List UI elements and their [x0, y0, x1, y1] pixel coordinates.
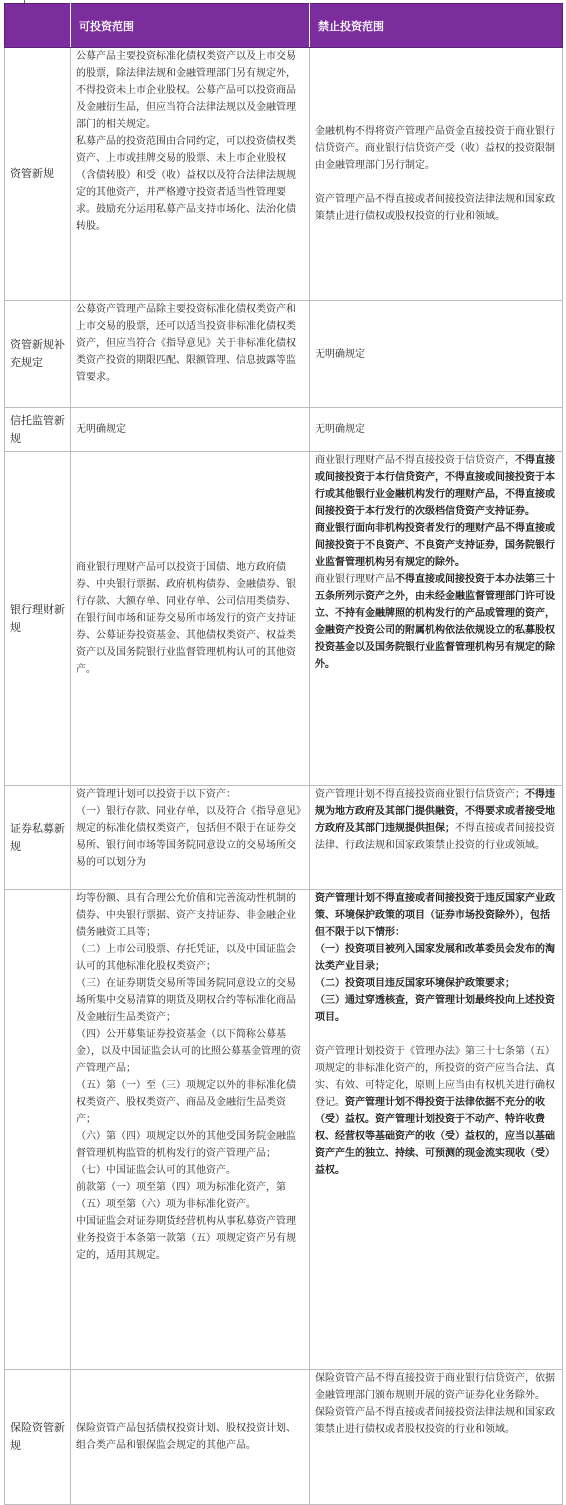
allowed-cell — [71, 301, 310, 408]
row-label: 资管新规补充规定 — [5, 301, 71, 408]
prohibited-paragraph — [315, 1043, 557, 1179]
prohibited-cell — [310, 408, 563, 452]
allowed-cell — [71, 48, 310, 301]
allowed-text: 公募产品主要投资标准化债权类资产以及上市交易的股票，除法律法规和金融管理部门另有规定外，不得投资未上市企业股权。公募产品可以投资商品及金融衍生品，但应当符合法律法规以及金融管理部门的相关规定。 私募产品的投资范围由合同约定，可以投资债权类资产、上市或挂牌交易的股票、未上市企业股权（含债转股）和受（收）益权以及符合法律法规规定的其他资产，并严格遵守投资者适当性管理要求。鼓励充分运用私募产品支持市场化、法治化债转股。 — [76, 51, 296, 232]
table-row — [5, 48, 563, 301]
header-row — [5, 4, 563, 48]
prohibited-text: 资产管理计划投资于《管理办法》第三十七条第（五）项规定的非标准化资产的，所投资的资产应当合法、真实、有效、可特定化，原则上应当由有权机关进行确权登记。 — [315, 1046, 555, 1108]
allowed-text: 商业银行理财产品可以投资于国债、地方政府债券、中央银行票据、政府机构债券、金融债券、银行存款、大额存单、同业存单、公司信用类债券、在银行间市场和证券交易所市场发行的资产支持证券、公募证券投资基金、其他债权类资产、权益类资产以及国务院银行业监督管理机构认可的其他资产。 — [76, 562, 296, 675]
prohibited-cell — [310, 1370, 563, 1505]
allowed-text: 保险资管产品包括债权投资计划、股权投资计划、组合类产品和银保监会规定的其他产品。 — [76, 1423, 296, 1451]
allowed-text: 公募资产管理产品除主要投资标准化债权类资产和上市交易的股票，还可以适当投资非标准化债权类资产，但应当符合《指导意见》关于非标准化债权类资产投资的期限匹配、限额管理、信息披露等监管要求。 — [76, 304, 296, 383]
table-row — [5, 890, 563, 1370]
prohibited-paragraph — [315, 786, 557, 854]
prohibited-text: 不得直接或者间接投资法律、行政法规和国家政策禁止投资的行业或领域。 — [315, 823, 555, 851]
prohibited-cell — [310, 786, 563, 890]
table-row — [5, 786, 563, 890]
allowed-text: 资产管理计划可以投资于以下资产： （一）银行存款、同业存单，以及符合《指导意见》规定的标准化债权类资产，包括但不限于在证券交易所、银行间市场等国务院同意设立的交易场所交易的可以划分为 — [76, 789, 301, 868]
row-label — [5, 890, 71, 1370]
prohibited-text-bold: 不得直接或间接投资于本办法第三十五条所列示资产之外，由未经金融监督管理部门许可设立、不持有金融牌照的机构发行的产品或管理的资产，金融资产投资公司的附属机构依法依规设立的私募股权投资基金以及国务院银行业监督管理机构另有规定的除外。 — [315, 574, 555, 670]
regulation-comparison-table — [4, 3, 563, 1505]
allowed-cell — [71, 890, 310, 1370]
allowed-text: 无明确规定 — [76, 424, 126, 435]
allowed-cell — [71, 452, 310, 786]
row-label: 银行理财新规 — [5, 452, 71, 786]
prohibited-text: 商业银行理财产品 — [315, 574, 395, 585]
table-row — [5, 452, 563, 786]
prohibited-paragraph — [315, 571, 557, 673]
prohibited-text-bold: 不得直接或间接投资于本行信贷资产，不得直接或间接投资于本行或其他银行业金融机构发行的理财产品，不得直接或间接投资于本行发行的次级档信贷资产支持证券。 — [315, 455, 555, 517]
prohibited-cell — [310, 48, 563, 301]
prohibited-cell — [310, 452, 563, 786]
allowed-cell — [71, 1370, 310, 1505]
table-row — [5, 301, 563, 408]
allowed-text: 均等份额、具有合理公允价值和完善流动性机制的债券、中央银行票据、资产支持证券、非金融企业债务融资工具等； （二）上市公司股票、存托凭证，以及中国证监会认可的其他标准化股权类资产； （三）在证券期货交易所等国务院同意设立的交易场所集中交易清算的期货及期权合约等标准化商品及金融衍生品类资产； （四）公开募集证券投资基金（以下简称公募基金），以及中国证监会认可的比照公募基金管理的资产管理产品； （五）第（一）至（三）项规定以外的非标准化债权类资产、股权类资产、商品及金融衍生品类资产； （六）第（四）项规定以外的其他受国务院金融监督管理机构监管的机构发行的资产管理产品； （七）中国证监会认可的其他资产。 前款第（一）项至第（四）项为标准化资产，第（五）项至第（六）项为非标准化资产。 中国证监会对证券期货经营机构从事私募资产管理业务投资于本条第一款第（五）项规定资产另有规定的，适用其规定。 — [76, 893, 301, 1261]
table-row — [5, 1370, 563, 1505]
prohibited-cell — [310, 890, 563, 1370]
prohibited-text: 无明确规定 — [315, 348, 365, 360]
row-label: 资管新规 — [5, 48, 71, 301]
prohibited-text-bold: 资产管理计划不得投资于法律依据不充分的收（受）益权。资产管理计划投资于不动产、特许收费权、经营权等基础资产的收（受）益权的，应当以基础资产产生的独立、持续、可预测的现金流实现收（受）益权。 — [315, 1097, 555, 1176]
row-label: 证券私募新规 — [5, 786, 71, 890]
prohibited-paragraph — [315, 452, 557, 520]
prohibited-text: 保险资管产品不得直接或者间接投资法律法规和国家政策禁止进行债权或者股权投资的行业和领域。 — [315, 1407, 555, 1435]
row-label: 信托监管新规 — [5, 408, 71, 452]
allowed-cell — [71, 786, 310, 890]
header-prohibited-scope: 禁止投资范围 — [310, 4, 563, 48]
prohibited-text: 保险资管产品不得直接投资于商业银行信贷资产，依据金融管理部门颁布规则开展的资产证券化业务除外。 — [315, 1373, 555, 1401]
prohibited-text-bold: 不得违规为地方政府及其部门提供融资，不得要求或者接受地方政府及其部门违规提供担保； — [315, 789, 555, 834]
row-label: 保险资管新规 — [5, 1370, 71, 1505]
prohibited-text-bold: 资产管理计划不得直接或者间接投资于违反国家产业政策、环境保护政策的项目（证券市场投资除外），包括但不限于以下情形： （一）投资项目被列入国家发展和改革委员会发布的淘汰类产业目录； （二）投资项目违反国家环境保护政策要求； （三）通过穿透核查，资产管理计划最终投向上述投资项目。 — [315, 893, 555, 1023]
header-regulation — [5, 4, 71, 48]
prohibited-block — [315, 48, 557, 300]
allowed-cell — [71, 408, 310, 452]
table-row — [5, 408, 563, 452]
header-allowed-scope: 可投资范围 — [71, 4, 310, 48]
prohibited-cell — [310, 301, 563, 408]
prohibited-text: 商业银行理财产品不得直接投资于信贷资产， — [315, 455, 515, 466]
prohibited-text: 金融机构不得将资产管理产品资金直接投资于商业银行信贷资产。商业银行信贷资产受（收）益权的投资限制由金融管理部门另行制定。 — [315, 126, 555, 171]
prohibited-text: 资产管理计划不得直接投资商业银行信贷资产； — [315, 789, 525, 800]
prohibited-text: 资产管理产品不得直接或者间接投资法律法规和国家政策禁止进行债权或股权投资的行业和领域。 — [315, 194, 555, 222]
prohibited-text-bold: 商业银行面向非机构投资者发行的理财产品不得直接或间接投资于不良资产、不良资产支持证券，国务院银行业监督管理机构另有规定的除外。 — [315, 523, 555, 568]
prohibited-text: 无明确规定 — [315, 424, 365, 435]
